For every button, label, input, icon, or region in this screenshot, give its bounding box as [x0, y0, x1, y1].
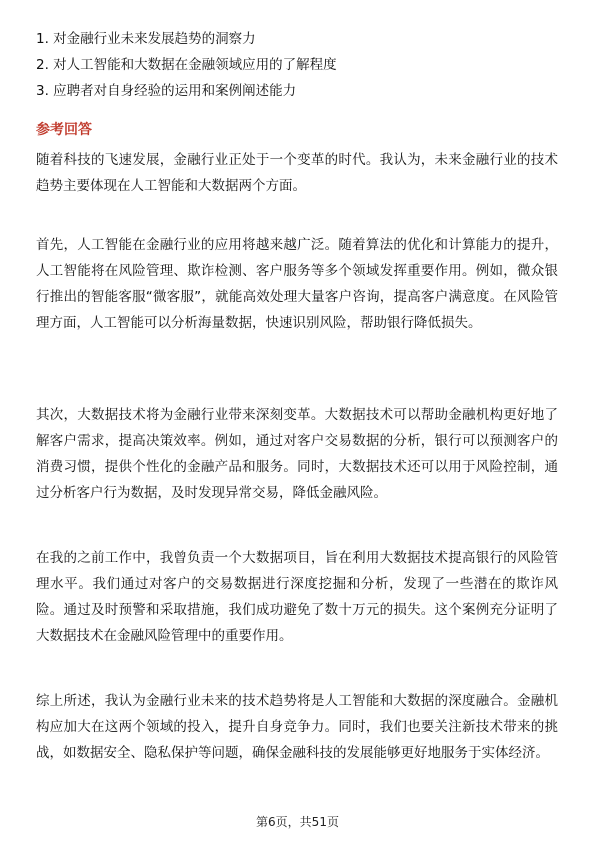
answer-paragraph-bigdata: 其次，大数据技术将为金融行业带来深刻变革。大数据技术可以帮助金融机构更好地了解客户需求，提高决策效率。例如，通过对客户交易数据的分析，银行可以预测客户的消费习惯，提供个性化的金融产品和服务。同时，大数据技术还可以用于风险控制，通过分析客户行为数据，及时发现异常交易，降低金融风险。 — [36, 407, 558, 501]
question-list — [36, 30, 556, 108]
answer-paragraph-case: 在我的之前工作中，我曾负责一个大数据项目，旨在利用大数据技术提高银行的风险管理水平。我们通过对客户的交易数据进行深度挖掘和分析，发现了一些潜在的欺诈风险。通过及时预警和采取措施，我们成功避免了数十万元的损失。这个案例充分证明了大数据技术在金融风险管理中的重要作用。 — [36, 550, 558, 644]
question-item-1: 1. 对金融行业未来发展趋势的洞察力 — [36, 31, 256, 47]
answer-paragraph-intro: 随着科技的飞速发展，金融行业正处于一个变革的时代。我认为，未来金融行业的技术趋势主要体现在人工智能和大数据两个方面。 — [36, 152, 558, 194]
answer-paragraph-ai: 首先，人工智能在金融行业的应用将越来越广泛。随着算法的优化和计算能力的提升，人工智能将在风险管理、欺诈检测、客户服务等多个领域发挥重要作用。例如，微众银行推出的智能客服“微客服”，就能高效处理大量客户咨询，提高客户满意度。在风险管理方面，人工智能可以分析海量数据，快速识别风险，帮助银行降低损失。 — [36, 237, 558, 331]
question-item-3: 3. 应聘者对自身经验的运用和案例阐述能力 — [36, 83, 297, 99]
answer-heading: 参考回答 — [36, 122, 92, 138]
answer-paragraph-conclusion: 综上所述，我认为金融行业未来的技术趋势将是人工智能和大数据的深度融合。金融机构应加大在这两个领域的投入，提升自身竞争力。同时，我们也要关注新技术带来的挑战，如数据安全、隐私保护等问题，确保金融科技的发展能够更好地服务于实体经济。 — [36, 693, 558, 761]
question-item-2: 2. 对人工智能和大数据在金融领域应用的了解程度 — [36, 57, 337, 73]
page-number-footer: 第6页，共51页 — [256, 815, 339, 829]
